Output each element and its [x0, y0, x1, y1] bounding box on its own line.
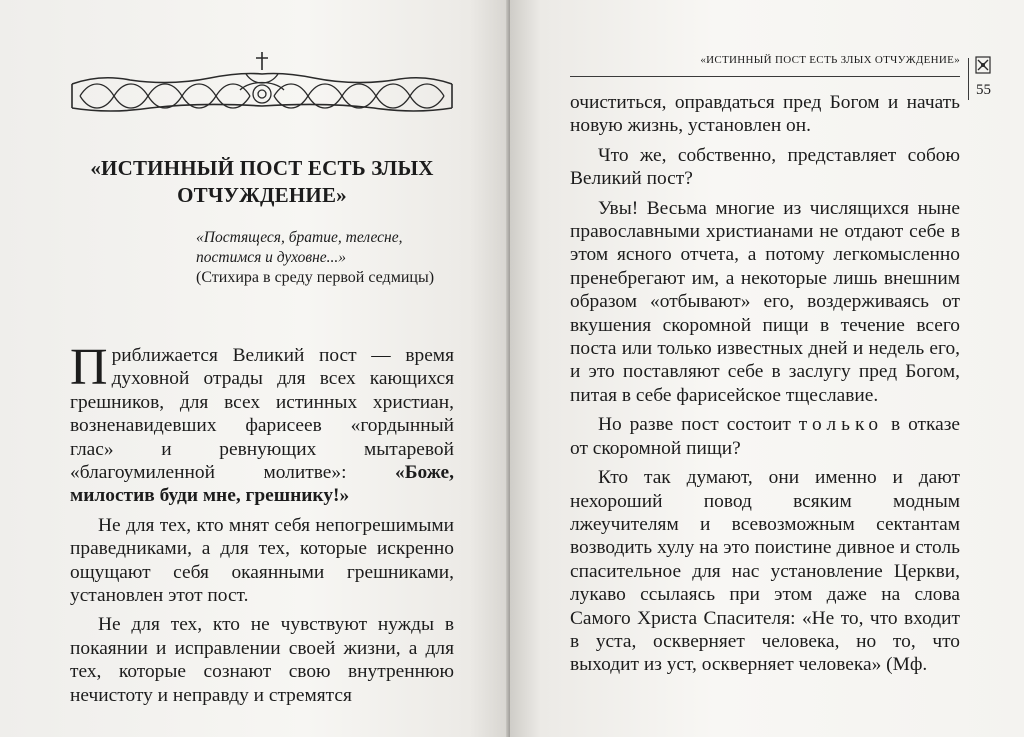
- page-number: 55: [976, 82, 991, 98]
- running-head: «ИСТИННЫЙ ПОСТ ЕСТЬ ЗЛЫХ ОТЧУЖДЕНИЕ»: [700, 54, 960, 66]
- emphasized-word: только: [798, 414, 884, 436]
- paragraph-fasting-question-start: Но разве пост состоит: [598, 414, 799, 436]
- running-head-rule: [570, 76, 960, 77]
- paragraph-1-text: риближается Великий пост — время духовной отрады для всех кающихся грешников, для всех истинных христиан, возненавидевших фарисеев «гордынный глас» и ревнующих мытаревой «благоумиленной молитве»:: [70, 345, 454, 484]
- epigraph-verse-line-1: «Постящеся, братие, телесне,: [196, 229, 403, 246]
- paragraph-alas: Увы! Весьма многие из числящихся ныне православными христианами не отдают себе в этом ясного отчета, а потому легкомысленно пренебрегают им, а некоторые лишь внешним образом «отбывают» его, воздерживаясь от вкушения скоромной пищи в течение всего поста или только известных дней и недель его, и это поставляют себе в заслугу пред Богом, питая в себе фарисейское тщеславие.: [570, 197, 960, 406]
- right-page-body: [570, 91, 960, 677]
- page-number-divider: [968, 58, 969, 100]
- paragraph-3: Не для тех, кто не чувствуют нужды в покаянии и исправлении своей жизни, а для тех, которые сознают свою внутреннюю нечистоту и неправду и стремятся: [70, 614, 454, 706]
- epigraph: [196, 228, 456, 288]
- chapter-title-line-2: ОТЧУЖДЕНИЕ»: [177, 183, 347, 207]
- publisher-mark-icon: [975, 56, 991, 74]
- paragraph-1: [70, 339, 454, 508]
- paragraph-continued: очиститься, оправдаться пред Богом и начать новую жизнь, установлен он.: [570, 92, 960, 137]
- drop-cap: П: [70, 339, 108, 396]
- paragraph-1-prayer: «Боже, милостив буди мне, грешнику!»: [70, 462, 454, 507]
- left-page: [0, 0, 510, 737]
- epigraph-source: (Стихира в среду первой седмицы): [196, 269, 435, 286]
- epigraph-verse-line-2: постимся и духовне...»: [196, 249, 347, 266]
- paragraph-fasting-question: [570, 413, 960, 460]
- paragraph-question: Что же, собственно, представляет собою Великий пост?: [570, 144, 960, 190]
- chapter-title: [70, 155, 454, 209]
- paragraph-fasting-question-end: в отказе от скоромной пищи?: [570, 414, 960, 459]
- paragraph-false-teachers: Кто так думают, они именно и дают нехороший повод всяким модным лжеучителям и всевозможным сектантам возводить хулу на это поистине дивное и столь спасительное для нас установление Церкви, лукаво ссылаясь при этом даже на слова Самого Христа Спасителя: «Не то, что входит в уста, оскверняет человека, но то, что выходит из уст, оскверняет человека» (Мф.: [570, 467, 960, 676]
- ornament-headpiece-icon: [70, 50, 454, 116]
- chapter-title-line-1: «ИСТИННЫЙ ПОСТ ЕСТЬ ЗЛЫХ: [90, 156, 434, 180]
- paragraph-2: Не для тех, кто мнят себя непогрешимыми праведниками, а для тех, которые искренно ощущают себя окаянными грешниками, установлен этот пост.: [70, 514, 454, 607]
- left-page-body: [70, 339, 454, 707]
